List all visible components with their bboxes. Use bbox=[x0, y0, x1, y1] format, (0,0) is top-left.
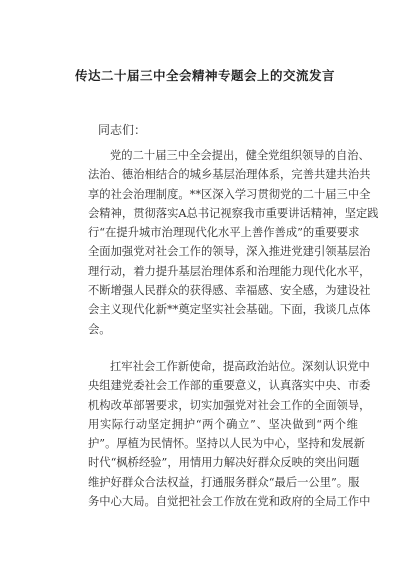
paragraph-line: 享的社会治理制度。**区深入学习贯彻党的二十届三中全 bbox=[88, 187, 371, 201]
paragraph-line: 会。 bbox=[88, 322, 111, 336]
paragraph-line: 法治、德治相结合的城乡基层治理体系，完善共建共治共 bbox=[88, 168, 371, 182]
body-paragraph bbox=[88, 146, 379, 339]
paragraph-line: 不断增强人民群众的获得感、幸福感、安全感，为建设社 bbox=[88, 284, 371, 298]
paragraph-line: 行“在提升城市治理现代化水平上善作善成”的重要要求 bbox=[88, 226, 360, 240]
paragraph-line: 护”。厚植为民情怀。坚持以人民为中心，坚持和发展新 bbox=[88, 437, 365, 451]
document-title: 传达二十届三中全会精神专题会上的交流发言 bbox=[74, 68, 335, 83]
paragraph-line: 维护好群众合法权益，打通服务群众“最后一公里”。服 bbox=[88, 475, 360, 489]
paragraph-line: 会主义现代化新**奠定坚实社会基础。下面，我谈几点体 bbox=[88, 303, 371, 317]
paragraph-line: 全面加强党对社会工作的领导，深入推进党建引领基层治 bbox=[88, 245, 371, 259]
paragraph-line: 机构改革部署要求，切实加强党对社会工作的全面领导， bbox=[88, 398, 371, 412]
paragraph-line: 用实际行动坚定拥护“两个确立”、坚决做到“两个维 bbox=[88, 417, 358, 431]
paragraph-line: 务中心大局。自觉把社会工作放在党和政府的全局工作中 bbox=[88, 495, 371, 509]
paragraph-line: 扛牢社会工作新使命，提高政治站位。深刻认识党中 bbox=[110, 360, 370, 373]
paragraph-line: 会精神，贯彻落实A总书记视察我市重要讲话精神，坚定践 bbox=[88, 206, 379, 220]
body-paragraph bbox=[88, 357, 371, 511]
paragraph-line: 党的二十届三中全会提出，健全党组织领导的自治、 bbox=[110, 149, 370, 162]
paragraph-line: 理行动，着力提升基层治理体系和治理能力现代化水平， bbox=[88, 264, 371, 278]
paragraph-line: 央组建党委社会工作部的重要意义，认真落实中央、市委 bbox=[88, 379, 371, 393]
salutation: 同志们： bbox=[98, 123, 147, 137]
paragraph-line: 时代“枫桥经验”，用情用力解决好群众反映的突出问题 bbox=[88, 456, 360, 470]
